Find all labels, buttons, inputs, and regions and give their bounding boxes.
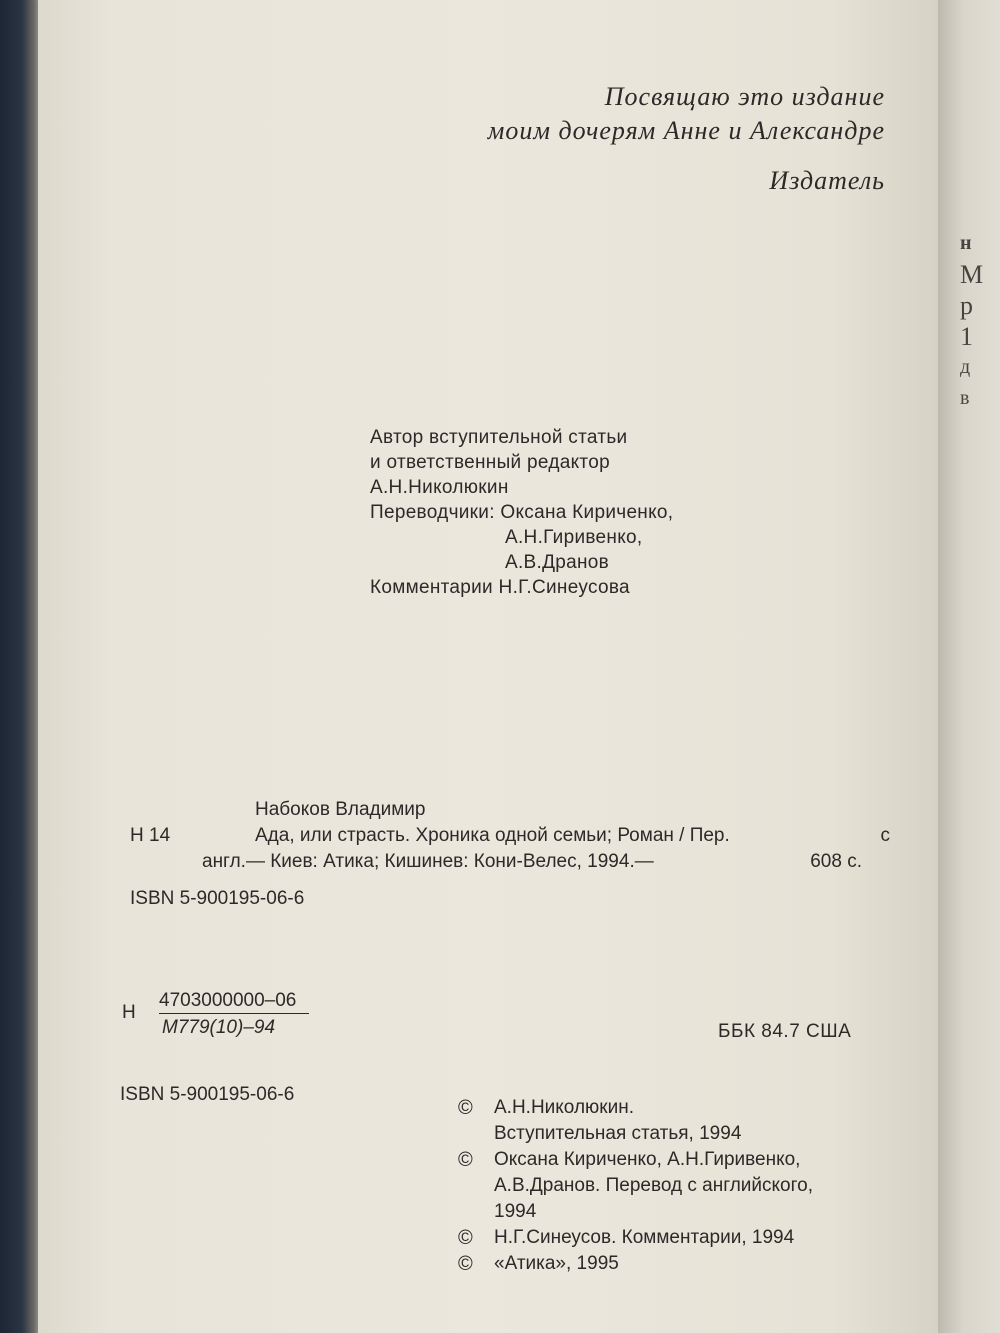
library-code: Н 14 xyxy=(130,825,171,846)
credits-line: Переводчики: Оксана Кириченко, xyxy=(370,502,674,523)
title-row xyxy=(130,823,890,849)
credits-line: Комментарии Н.Г.Синеусова xyxy=(370,577,630,598)
copyright-icon: © xyxy=(458,1097,473,1119)
adjacent-page-letter: в xyxy=(960,387,970,409)
title-text-end: с xyxy=(880,825,890,846)
dedication-line: моим дочерям Анне и Александре xyxy=(487,116,885,145)
classification-numerator: 4703000000–06 xyxy=(159,990,309,1014)
credits-line: А.Н.Николюкин xyxy=(370,477,509,498)
copyright-icon: © xyxy=(458,1253,473,1275)
copyright-icon: © xyxy=(458,1227,473,1249)
isbn-bottom: ISBN 5-900195-06-6 xyxy=(120,1084,295,1105)
book-cover-edge xyxy=(0,0,40,1333)
bbk-code: ББК 84.7 США xyxy=(718,1021,852,1042)
imprint-text: англ.— Киев: Атика; Кишинев: Кони-Велес, 1994.— xyxy=(202,851,654,872)
classification-denominator: М779(10)–94 xyxy=(162,1017,276,1038)
copyright-icon: © xyxy=(458,1149,473,1171)
classification-letter: Н xyxy=(122,1002,136,1023)
copyright-line: А.Н.Николюкин. xyxy=(494,1097,634,1118)
copyright-line: А.В.Дранов. Перевод с английского, xyxy=(494,1175,813,1196)
isbn-top: ISBN 5-900195-06-6 xyxy=(130,888,305,909)
author-name: Набоков Владимир xyxy=(255,799,426,820)
copyright-line: Н.Г.Синеусов. Комментарии, 1994 xyxy=(494,1227,795,1248)
page-count: 608 с. xyxy=(810,851,862,872)
copyright-line: 1994 xyxy=(494,1201,537,1222)
adjacent-page-letter: д xyxy=(960,356,971,378)
copyright-entry xyxy=(458,1095,813,1147)
copyright-line: Вступительная статья, 1994 xyxy=(494,1123,742,1144)
dedication-line: Посвящаю это издание xyxy=(604,82,885,111)
imprint-row xyxy=(130,849,890,875)
credits-block xyxy=(370,425,673,600)
copyright-entry xyxy=(458,1251,813,1277)
credits-line: А.В.Дранов xyxy=(505,552,610,573)
title-text: Ада, или страсть. Хроника одной семьи; Роман / Пер. xyxy=(255,825,730,846)
adjacent-page-text xyxy=(960,228,1000,414)
adjacent-page-letter: н xyxy=(960,232,972,254)
copyright-line: «Атика», 1995 xyxy=(494,1253,619,1274)
credits-line: Автор вступительной статьи xyxy=(370,427,628,448)
adjacent-page-letter: 1 xyxy=(960,322,973,351)
copyright-entry xyxy=(458,1225,813,1251)
dedication-signature: Издатель xyxy=(769,166,885,195)
adjacent-page xyxy=(938,0,1000,1333)
adjacent-page-letter: р xyxy=(960,291,973,320)
copyright-entry xyxy=(458,1147,813,1225)
credits-line: и ответственный редактор xyxy=(370,452,610,473)
bibliographic-record xyxy=(130,797,890,875)
adjacent-page-letter: М xyxy=(960,260,984,289)
copyright-line: Оксана Кириченко, А.Н.Гиривенко, xyxy=(494,1149,801,1170)
copyright-block xyxy=(458,1095,813,1277)
dedication xyxy=(488,80,885,198)
credits-line: А.Н.Гиривенко, xyxy=(505,527,643,548)
